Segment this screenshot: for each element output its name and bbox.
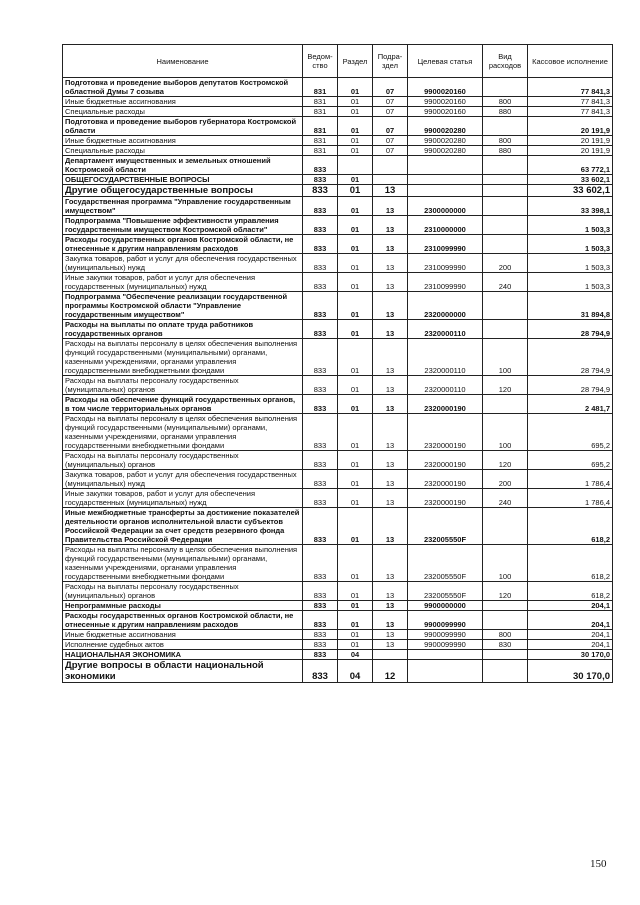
header-department: Ведом-ство [303,45,338,78]
cell-department: 833 [303,235,338,254]
cell-expense-type: 240 [483,489,528,508]
cell-department: 833 [303,414,338,451]
cell-department: 833 [303,451,338,470]
cell-expense-type [483,611,528,630]
cell-subsection: 07 [373,136,408,146]
cell-subsection: 13 [373,630,408,640]
table-row [63,339,613,376]
cell-department: 833 [303,545,338,582]
header-target-article: Целевая статья [408,45,483,78]
table-row [63,107,613,117]
cell-target-article: 232005550F [408,582,483,601]
cell-cash-execution: 695,2 [528,414,613,451]
cell-cash-execution: 77 841,3 [528,107,613,117]
cell-section: 01 [338,197,373,216]
cell-subsection: 13 [373,376,408,395]
cell-cash-execution: 31 894,8 [528,292,613,320]
cell-department: 833 [303,630,338,640]
cell-expense-type: 100 [483,339,528,376]
cell-name: Исполнение судебных актов [63,640,303,650]
cell-subsection: 12 [373,660,408,683]
cell-cash-execution: 1 503,3 [528,273,613,292]
cell-department: 833 [303,508,338,545]
cell-cash-execution: 33 602,1 [528,185,613,197]
cell-subsection: 13 [373,451,408,470]
cell-cash-execution: 28 794,9 [528,339,613,376]
cell-subsection [373,156,408,175]
cell-expense-type [483,292,528,320]
cell-department: 833 [303,320,338,339]
cell-subsection: 13 [373,235,408,254]
cell-target-article: 2320000110 [408,376,483,395]
table-row [63,582,613,601]
cell-department: 831 [303,78,338,97]
cell-section: 01 [338,640,373,650]
cell-name: Специальные расходы [63,146,303,156]
cell-expense-type [483,660,528,683]
cell-target-article: 2310099990 [408,254,483,273]
cell-expense-type [483,216,528,235]
table-row [63,601,613,611]
cell-cash-execution: 28 794,9 [528,376,613,395]
cell-section: 01 [338,117,373,136]
cell-expense-type [483,117,528,136]
cell-subsection: 13 [373,395,408,414]
cell-target-article: 9900099990 [408,640,483,650]
cell-section: 04 [338,660,373,683]
cell-name: Расходы государственных органов Костромской области, не отнесенные к другим направлениям расходов [63,611,303,630]
cell-target-article: 2320000110 [408,320,483,339]
cell-cash-execution: 2 481,7 [528,395,613,414]
cell-expense-type: 120 [483,451,528,470]
cell-section: 01 [338,470,373,489]
cell-target-article: 2320000190 [408,470,483,489]
table-row [63,611,613,630]
cell-target-article: 9900020160 [408,78,483,97]
cell-cash-execution: 30 170,0 [528,660,613,683]
cell-section: 01 [338,254,373,273]
cell-expense-type [483,175,528,185]
cell-name: Расходы на выплаты персоналу государственных (муниципальных) органов [63,451,303,470]
cell-name: Иные бюджетные ассигнования [63,97,303,107]
cell-cash-execution: 1 503,3 [528,216,613,235]
cell-name: Расходы на выплаты персоналу в целях обеспечения выполнения функций государственными (муниципальными) органами, казенными учреждениями, органами управления государственными внебюджетными фондами [63,545,303,582]
cell-expense-type [483,601,528,611]
cell-cash-execution: 77 841,3 [528,97,613,107]
cell-name: Закупка товаров, работ и услуг для обеспечения государственных (муниципальных) нужд [63,254,303,273]
cell-expense-type: 200 [483,470,528,489]
cell-subsection: 13 [373,292,408,320]
cell-target-article: 2310099990 [408,273,483,292]
table-row [63,146,613,156]
cell-section: 01 [338,601,373,611]
cell-name: Иные бюджетные ассигнования [63,136,303,146]
cell-expense-type: 120 [483,582,528,601]
cell-cash-execution: 33 602,1 [528,175,613,185]
cell-name: Государственная программа "Управление государственным имуществом" [63,197,303,216]
table-row [63,630,613,640]
cell-section: 01 [338,376,373,395]
cell-name: Иные бюджетные ассигнования [63,630,303,640]
cell-name: Непрограммные расходы [63,601,303,611]
table-row [63,197,613,216]
cell-target-article: 232005550F [408,508,483,545]
cell-department: 831 [303,117,338,136]
page-number: 150 [590,858,607,870]
cell-target-article: 232005550F [408,545,483,582]
table-row [63,235,613,254]
cell-expense-type [483,508,528,545]
table-row [63,175,613,185]
cell-cash-execution: 28 794,9 [528,320,613,339]
cell-section: 01 [338,273,373,292]
table-row [63,185,613,197]
cell-name: Иные закупки товаров, работ и услуг для обеспечения государственных (муниципальных) нужд [63,489,303,508]
cell-section [338,156,373,175]
cell-subsection: 07 [373,117,408,136]
header-subsection: Подра-здел [373,45,408,78]
cell-section: 01 [338,414,373,451]
cell-subsection: 07 [373,146,408,156]
cell-target-article: 2320000000 [408,292,483,320]
cell-name: Подготовка и проведение выборов губернатора Костромской области [63,117,303,136]
cell-department: 833 [303,660,338,683]
cell-name: Расходы государственных органов Костромской области, не отнесенные к другим направлениям расходов [63,235,303,254]
cell-target-article: 9900020280 [408,146,483,156]
table-row [63,216,613,235]
cell-name: Подпрограмма "Обеспечение реализации государственной программы Костромской области "Управление государственным имуществом" [63,292,303,320]
cell-subsection: 13 [373,216,408,235]
cell-name: Расходы на обеспечение функций государственных органов, в том числе территориальных органов [63,395,303,414]
cell-name: Подготовка и проведение выборов депутатов Костромской областной Думы 7 созыва [63,78,303,97]
cell-cash-execution: 618,2 [528,582,613,601]
cell-section: 01 [338,136,373,146]
cell-subsection: 13 [373,582,408,601]
cell-target-article [408,185,483,197]
cell-section: 01 [338,97,373,107]
cell-expense-type: 880 [483,107,528,117]
cell-cash-execution: 1 503,3 [528,254,613,273]
cell-target-article: 9900020280 [408,136,483,146]
cell-cash-execution: 30 170,0 [528,650,613,660]
table-row [63,376,613,395]
cell-target-article: 9900099990 [408,630,483,640]
cell-department: 833 [303,489,338,508]
cell-cash-execution: 20 191,9 [528,146,613,156]
cell-section: 01 [338,185,373,197]
cell-department: 833 [303,395,338,414]
table-row [63,292,613,320]
cell-department: 833 [303,640,338,650]
cell-name: Расходы на выплаты персоналу в целях обеспечения выполнения функций государственными (муниципальными) органами, казенными учреждениями, органами управления государственными внебюджетными фондами [63,339,303,376]
cell-name: Департамент имущественных и земельных отношений Костромской области [63,156,303,175]
cell-department: 833 [303,156,338,175]
header-name: Наименование [63,45,303,78]
budget-table-sheet [62,44,612,683]
cell-expense-type: 200 [483,254,528,273]
cell-target-article [408,660,483,683]
table-row [63,470,613,489]
cell-cash-execution: 204,1 [528,640,613,650]
cell-section: 01 [338,339,373,376]
cell-cash-execution: 695,2 [528,451,613,470]
cell-target-article: 2320000190 [408,414,483,451]
table-header-row [63,45,613,78]
budget-execution-table [62,44,613,683]
cell-subsection: 13 [373,320,408,339]
cell-subsection: 13 [373,185,408,197]
cell-expense-type: 240 [483,273,528,292]
cell-department: 833 [303,582,338,601]
cell-target-article [408,156,483,175]
cell-section: 01 [338,489,373,508]
table-row [63,451,613,470]
cell-expense-type: 800 [483,136,528,146]
cell-subsection: 13 [373,611,408,630]
cell-cash-execution: 20 191,9 [528,117,613,136]
cell-department: 833 [303,611,338,630]
cell-target-article: 9900020160 [408,97,483,107]
table-row [63,395,613,414]
cell-subsection: 13 [373,601,408,611]
cell-target-article: 2320000190 [408,489,483,508]
cell-target-article: 2320000190 [408,395,483,414]
cell-section: 01 [338,545,373,582]
table-row [63,117,613,136]
cell-name: Расходы на выплаты персоналу в целях обеспечения выполнения функций государственными (муниципальными) органами, казенными учреждениями, органами управления государственными внебюджетными фондами [63,414,303,451]
cell-expense-type: 880 [483,146,528,156]
cell-expense-type: 830 [483,640,528,650]
cell-target-article: 2310099990 [408,235,483,254]
cell-target-article: 2300000000 [408,197,483,216]
cell-name: Другие общегосударственные вопросы [63,185,303,197]
cell-section: 01 [338,395,373,414]
cell-target-article: 9900020280 [408,117,483,136]
cell-cash-execution: 1 786,4 [528,489,613,508]
cell-expense-type: 800 [483,97,528,107]
cell-section: 01 [338,235,373,254]
cell-subsection: 13 [373,508,408,545]
cell-expense-type [483,156,528,175]
cell-cash-execution: 1 503,3 [528,235,613,254]
cell-expense-type: 100 [483,414,528,451]
cell-subsection: 13 [373,197,408,216]
cell-department: 833 [303,216,338,235]
cell-subsection [373,175,408,185]
table-body [63,78,613,683]
cell-subsection: 13 [373,470,408,489]
table-row [63,489,613,508]
header-cash-execution: Кассовое исполнение [528,45,613,78]
cell-cash-execution: 618,2 [528,545,613,582]
cell-section: 01 [338,320,373,339]
cell-section: 01 [338,611,373,630]
cell-department: 831 [303,97,338,107]
cell-name: ОБЩЕГОСУДАРСТВЕННЫЕ ВОПРОСЫ [63,175,303,185]
table-row [63,78,613,97]
table-row [63,254,613,273]
cell-subsection: 13 [373,640,408,650]
cell-name: Другие вопросы в области национальной экономики [63,660,303,683]
cell-name: Расходы на выплаты по оплате труда работников государственных органов [63,320,303,339]
cell-expense-type [483,395,528,414]
cell-subsection: 07 [373,107,408,117]
cell-section: 01 [338,630,373,640]
header-section: Раздел [338,45,373,78]
cell-cash-execution: 204,1 [528,611,613,630]
cell-department: 833 [303,197,338,216]
cell-expense-type [483,197,528,216]
table-row [63,545,613,582]
cell-section: 01 [338,292,373,320]
table-row [63,660,613,683]
cell-department: 833 [303,254,338,273]
table-row [63,508,613,545]
cell-target-article: 2310000000 [408,216,483,235]
cell-subsection: 07 [373,97,408,107]
cell-target-article: 2320000110 [408,339,483,376]
cell-cash-execution: 63 772,1 [528,156,613,175]
cell-expense-type: 800 [483,630,528,640]
cell-target-article [408,650,483,660]
cell-department: 833 [303,292,338,320]
table-row [63,136,613,146]
header-expense-type: Вид расходов [483,45,528,78]
cell-section: 01 [338,582,373,601]
cell-name: Расходы на выплаты персоналу государственных (муниципальных) органов [63,376,303,395]
cell-name: Иные закупки товаров, работ и услуг для обеспечения государственных (муниципальных) нужд [63,273,303,292]
cell-section: 01 [338,107,373,117]
cell-name: Подпрограмма "Повышение эффективности управления государственным имуществом Костромской области" [63,216,303,235]
cell-cash-execution: 204,1 [528,630,613,640]
table-row [63,640,613,650]
table-row [63,97,613,107]
cell-subsection [373,650,408,660]
cell-department: 833 [303,273,338,292]
cell-name: Иные межбюджетные трансферты за достижение показателей деятельности органов исполнительной власти субъектов Российской Федерации за счет средств резервного фонда Правительства Российской Федерации [63,508,303,545]
cell-department: 833 [303,185,338,197]
cell-cash-execution: 33 398,1 [528,197,613,216]
cell-department: 833 [303,339,338,376]
cell-name: Специальные расходы [63,107,303,117]
cell-department: 833 [303,175,338,185]
cell-subsection: 13 [373,545,408,582]
cell-expense-type: 100 [483,545,528,582]
cell-section: 01 [338,508,373,545]
cell-subsection: 13 [373,254,408,273]
cell-expense-type [483,185,528,197]
cell-cash-execution: 618,2 [528,508,613,545]
table-row [63,156,613,175]
cell-section: 01 [338,78,373,97]
cell-department: 831 [303,146,338,156]
cell-section: 01 [338,175,373,185]
cell-cash-execution: 1 786,4 [528,470,613,489]
cell-target-article: 2320000190 [408,451,483,470]
cell-department: 831 [303,107,338,117]
cell-name: Расходы на выплаты персоналу государственных (муниципальных) органов [63,582,303,601]
cell-section: 01 [338,216,373,235]
cell-department: 833 [303,601,338,611]
cell-expense-type [483,320,528,339]
table-row [63,273,613,292]
cell-name: Закупка товаров, работ и услуг для обеспечения государственных (муниципальных) нужд [63,470,303,489]
cell-department: 833 [303,376,338,395]
cell-target-article: 9900099990 [408,611,483,630]
cell-section: 01 [338,451,373,470]
cell-section: 04 [338,650,373,660]
cell-target-article: 9900000000 [408,601,483,611]
cell-cash-execution: 204,1 [528,601,613,611]
cell-expense-type [483,650,528,660]
cell-department: 831 [303,136,338,146]
table-row [63,414,613,451]
cell-subsection: 13 [373,339,408,376]
cell-subsection: 13 [373,273,408,292]
cell-expense-type: 120 [483,376,528,395]
table-row [63,320,613,339]
cell-expense-type [483,235,528,254]
cell-expense-type [483,78,528,97]
cell-section: 01 [338,146,373,156]
cell-name: НАЦИОНАЛЬНАЯ ЭКОНОМИКА [63,650,303,660]
cell-subsection: 13 [373,414,408,451]
cell-subsection: 13 [373,489,408,508]
cell-cash-execution: 20 191,9 [528,136,613,146]
cell-subsection: 07 [373,78,408,97]
cell-department: 833 [303,470,338,489]
table-row [63,650,613,660]
cell-target-article: 9900020160 [408,107,483,117]
cell-department: 833 [303,650,338,660]
cell-target-article [408,175,483,185]
cell-cash-execution: 77 841,3 [528,78,613,97]
